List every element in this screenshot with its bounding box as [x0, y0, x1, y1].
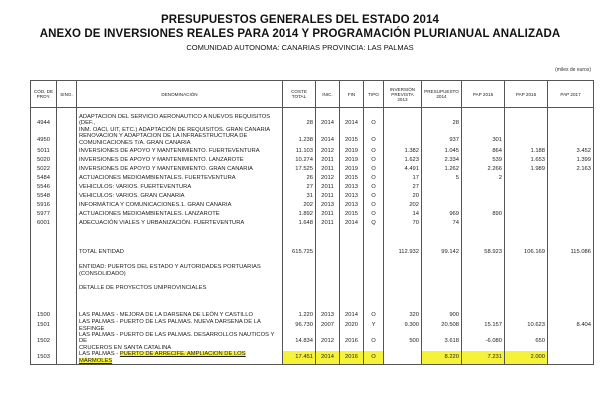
cell-sing	[57, 200, 77, 209]
cell-inic: 2011	[316, 209, 340, 218]
total-row	[31, 245, 594, 258]
cell-inic: 2012	[316, 173, 340, 182]
cell-pap16	[505, 209, 548, 218]
cell-pap17	[548, 114, 594, 133]
denominacion-line: ADECUACIÓN VIALES Y URBANIZACIÓN. FUERTEVENTURA	[79, 219, 245, 226]
cell-inv: 1.623	[384, 155, 422, 164]
region-label: COMUNIDAD AUTONOMA: CANARIAS PROVINCIA: LAS PALMAS	[186, 43, 414, 52]
denominacion-line: RENOVACIÓN Y ADAPTACIÓN DE LA INFRAESTRUCTURA DE	[79, 133, 248, 140]
col-inversion: INVERSIÓN PREVISTA 2013	[384, 81, 422, 108]
cell-pap17: 2.163	[548, 164, 594, 173]
entity-row	[31, 264, 594, 277]
cell-cod: 5916	[31, 200, 57, 209]
cell-denominacion	[77, 114, 283, 133]
cell-cod: 1502	[31, 332, 57, 351]
cell-coste: 11.103	[283, 146, 316, 155]
cell-denominacion	[77, 332, 283, 351]
cell-empty	[364, 245, 384, 258]
cell-inic: 2011	[316, 155, 340, 164]
denominacion-line: VEHICULOS: VARIOS. GRAN CANARIA	[79, 192, 185, 199]
cell-inv: 320	[384, 310, 422, 319]
denominacion-line: LAS PALMAS - PUERTO DE LAS PALMAS. DESARROLLOS NÁUTICOS Y DE	[79, 332, 275, 345]
cell-sing	[57, 351, 77, 364]
cell-cod: 5546	[31, 182, 57, 191]
cell-denominacion	[77, 146, 283, 155]
cell-inv: 20	[384, 191, 422, 200]
denominacion-line: INVERSIONES DE APOYO Y MANTENIMIENTO. GRAN CANARIA	[79, 165, 253, 172]
cell-inic: 2013	[316, 200, 340, 209]
cell-coste: 10.274	[283, 155, 316, 164]
cell-empty	[283, 283, 316, 292]
cell-pres	[422, 182, 462, 191]
cell-fin: 2019	[340, 155, 364, 164]
cell-pap16	[505, 200, 548, 209]
cell-sing	[57, 155, 77, 164]
header-row	[31, 81, 594, 108]
cell-tipo: O	[364, 173, 384, 182]
cell-empty	[57, 283, 77, 292]
cell-empty	[31, 283, 57, 292]
cell-pap17	[548, 200, 594, 209]
cell-fin: 2014	[340, 114, 364, 133]
cell-empty	[364, 283, 384, 292]
cell-tipo: O	[364, 146, 384, 155]
cell-coste: 1.220	[283, 310, 316, 319]
denominacion-line: INVERSIONES DE APOYO Y MANTENIMIENTO. FUERTEVENTURA	[79, 147, 260, 154]
cell-coste: 17.525	[283, 164, 316, 173]
denominacion-line: CRUCEROS EN SANTA CATALINA	[79, 344, 172, 351]
table-row	[31, 133, 594, 146]
col-sing: SING.	[57, 81, 77, 108]
cell-coste: 26	[283, 173, 316, 182]
cell-inv	[384, 114, 422, 133]
cell-sing	[57, 209, 77, 218]
cell-inic: 2011	[316, 164, 340, 173]
cell-tipo: O	[364, 310, 384, 319]
cell-pap16: 650	[505, 332, 548, 351]
cell-pap15	[462, 218, 505, 227]
highlighted-row	[31, 351, 594, 364]
cell-inv: 27	[384, 182, 422, 191]
cell-sing	[57, 114, 77, 133]
cell-pap15	[462, 182, 505, 191]
cell-pap17	[548, 332, 594, 351]
cell-denominacion	[77, 310, 283, 319]
denominacion-line: COMUNICACIONES T/A. GRAN CANARIA	[79, 139, 191, 146]
document-subtitle: ANEXO DE INVERSIONES REALES PARA 2014 Y PROGRAMACIÓN PLURIANUAL ANALIZADA	[39, 28, 561, 40]
cell-denominacion	[77, 182, 283, 191]
cell-denominacion	[77, 173, 283, 182]
cell-coste: 27	[283, 182, 316, 191]
cell-empty	[548, 264, 594, 277]
cell-fin: 2014	[340, 218, 364, 227]
denominacion-line: INM. OACI, UIT, ETC.) ADAPTACIÓN DE REQUISITOS. GRAN CANARIA	[79, 126, 271, 133]
table-row	[31, 218, 594, 227]
project-link[interactable]: PUERTO DE ARRECIFE. AMPLIACIÓN DE LOS MÁRMOLES	[79, 351, 246, 364]
cell-pap16	[505, 191, 548, 200]
cell-cod: 4950	[31, 133, 57, 146]
cell-pap15: -6.080	[462, 332, 505, 351]
cell-sing	[57, 218, 77, 227]
cell-inv: 14	[384, 209, 422, 218]
cell-cod: 5022	[31, 164, 57, 173]
cell-inic: 2014	[316, 351, 340, 364]
cell-pap15: 7.231	[462, 351, 505, 364]
cell-tipo: O	[364, 351, 384, 364]
cell-inic: 2011	[316, 218, 340, 227]
denominacion-line: LAS PALMAS - PUERTO DE LAS PALMAS. NUEVA DÁRSENA DE LA ESFINGE	[79, 319, 261, 332]
total-pap2015: 58.923	[462, 245, 505, 258]
cell-denominacion	[77, 191, 283, 200]
cell-inv: 1.382	[384, 146, 422, 155]
cell-pres	[422, 200, 462, 209]
cell-pap16	[505, 310, 548, 319]
cell-tipo: O	[364, 164, 384, 173]
cell-pap15	[462, 200, 505, 209]
cell-empty	[340, 245, 364, 258]
cell-denominacion	[77, 200, 283, 209]
cell-inv	[384, 133, 422, 146]
cell-fin: 2019	[340, 164, 364, 173]
col-cod: CÓD. DE PROY.	[31, 81, 57, 108]
cell-empty	[340, 283, 364, 292]
investment-table	[30, 80, 594, 365]
table-row	[31, 173, 594, 182]
cell-pap16	[505, 114, 548, 133]
cell-inic: 2014	[316, 133, 340, 146]
cell-sing	[57, 146, 77, 155]
cell-sing	[57, 173, 77, 182]
cell-pap17	[548, 191, 594, 200]
cell-pap17	[548, 133, 594, 146]
denominacion-line: ACTUACIONES MEDIOAMBIENTALES. LANZAROTE	[79, 210, 220, 217]
cell-empty	[422, 264, 462, 277]
cell-pap17: 1.399	[548, 155, 594, 164]
cell-coste: 31	[283, 191, 316, 200]
cell-empty	[31, 264, 57, 277]
cell-fin: 2014	[340, 310, 364, 319]
cell-cod: 5020	[31, 155, 57, 164]
cell-pap16	[505, 218, 548, 227]
total-presupuesto: 99.142	[422, 245, 462, 258]
cell-inic: 2013	[316, 310, 340, 319]
cell-pres: 900	[422, 310, 462, 319]
label-line: DETALLE DE PROYECTOS UNIPROVINCIALES	[79, 284, 207, 291]
cell-pres: 1.262	[422, 164, 462, 173]
cell-fin: 2015	[340, 209, 364, 218]
cell-coste: 14.834	[283, 332, 316, 351]
cell-cod: 1500	[31, 310, 57, 319]
cell-fin: 2013	[340, 191, 364, 200]
col-fin: FIN	[340, 81, 364, 108]
cell-empty	[422, 283, 462, 292]
cell-sing	[57, 191, 77, 200]
cell-tipo: Q	[364, 218, 384, 227]
col-pap2017: PAP 2017	[548, 81, 594, 108]
table-row	[31, 182, 594, 191]
label-cell	[77, 283, 283, 292]
cell-inic: 2012	[316, 146, 340, 155]
cell-coste: 1.238	[283, 133, 316, 146]
cell-pres: 20.508	[422, 319, 462, 332]
cell-pap16: 1.989	[505, 164, 548, 173]
cell-sing	[57, 182, 77, 191]
cell-empty	[340, 264, 364, 277]
cell-pap15: 539	[462, 155, 505, 164]
cell-cod: 5484	[31, 173, 57, 182]
cell-pap15: 301	[462, 133, 505, 146]
cell-fin: 2013	[340, 200, 364, 209]
cell-empty	[548, 283, 594, 292]
cell-tipo: O	[364, 182, 384, 191]
cell-empty	[31, 245, 57, 258]
col-inic: INIC.	[316, 81, 340, 108]
cell-tipo: O	[364, 114, 384, 133]
denominacion-line: INFORMÁTICA Y COMUNICACIONES.1. GRAN CANARIA	[79, 201, 232, 208]
col-tipo: TIPO	[364, 81, 384, 108]
document-title: PRESUPUESTOS GENERALES DEL ESTADO 2014	[161, 14, 439, 26]
denominacion-line: LAS PALMAS - MEJORA DE LA DARSENA DE LEÓN Y CASTILLO	[79, 311, 253, 318]
cell-inv: 17	[384, 173, 422, 182]
cell-coste: 17.451	[283, 351, 316, 364]
col-pap2016: PAP 2016	[505, 81, 548, 108]
denominacion-line: ACTUACIONES MEDIOAMBIENTALES. FUERTEVENTURA	[79, 174, 236, 181]
cell-tipo: O	[364, 200, 384, 209]
cell-denominacion	[77, 164, 283, 173]
cell-cod: 6001	[31, 218, 57, 227]
cell-pres: 3.618	[422, 332, 462, 351]
cell-fin: 2019	[340, 146, 364, 155]
cell-empty	[462, 283, 505, 292]
denominacion-line: ADAPTACIÓN DEL SERVICIO AERONÁUTICO A NUEVOS REQUISITOS (DEF.,	[79, 114, 271, 127]
cell-empty	[316, 283, 340, 292]
cell-cod: 1501	[31, 319, 57, 332]
cell-fin: 2015	[340, 133, 364, 146]
cell-pap17	[548, 218, 594, 227]
cell-pap15	[462, 191, 505, 200]
col-pap2015: PAP 2015	[462, 81, 505, 108]
cell-pap17	[548, 310, 594, 319]
total-label: TOTAL ENTIDAD	[77, 245, 283, 258]
cell-denominacion	[77, 209, 283, 218]
cell-pres: 1.045	[422, 146, 462, 155]
table-row	[31, 319, 594, 332]
cell-coste: 1.648	[283, 218, 316, 227]
label-line: ENTIDAD: PUERTOS DEL ESTADO Y AUTORIDADES PORTUARIAS	[79, 264, 261, 271]
cell-inic: 2012	[316, 332, 340, 351]
cell-tipo: Y	[364, 319, 384, 332]
cell-cod: 5011	[31, 146, 57, 155]
label-line: (CONSOLIDADO)	[79, 270, 126, 277]
cell-denominacion	[77, 133, 283, 146]
cell-tipo: O	[364, 133, 384, 146]
cell-pap15	[462, 310, 505, 319]
cell-pres: 937	[422, 133, 462, 146]
table-row	[31, 155, 594, 164]
cell-inic: 2011	[316, 191, 340, 200]
cell-empty	[316, 245, 340, 258]
cell-inv	[384, 351, 422, 364]
cell-empty	[57, 264, 77, 277]
table-row	[31, 114, 594, 133]
table-row	[31, 200, 594, 209]
cell-tipo: O	[364, 191, 384, 200]
cell-tipo: O	[364, 209, 384, 218]
cell-pap16: 10.623	[505, 319, 548, 332]
cell-pap17: 8.404	[548, 319, 594, 332]
cell-pap16: 1.653	[505, 155, 548, 164]
table-body	[31, 108, 594, 365]
cell-pap16	[505, 173, 548, 182]
cell-empty	[462, 264, 505, 277]
total-pap2016: 106.169	[505, 245, 548, 258]
cell-inv: 9.300	[384, 319, 422, 332]
cell-sing	[57, 332, 77, 351]
cell-pres	[422, 191, 462, 200]
cell-pres: 969	[422, 209, 462, 218]
cell-inv: 500	[384, 332, 422, 351]
section-row	[31, 283, 594, 292]
cell-empty	[316, 264, 340, 277]
table-row	[31, 209, 594, 218]
cell-pap17	[548, 351, 594, 364]
total-inversion: 112.932	[384, 245, 422, 258]
cell-pap17	[548, 173, 594, 182]
col-denominacion: DENOMINACIÓN	[77, 81, 283, 108]
table-row	[31, 191, 594, 200]
units-label: (miles de euros)	[555, 67, 591, 73]
cell-inv: 4.491	[384, 164, 422, 173]
cell-inic: 2011	[316, 182, 340, 191]
cell-pap15: 2.266	[462, 164, 505, 173]
cell-fin: 2013	[340, 182, 364, 191]
cell-coste: 202	[283, 200, 316, 209]
cell-cod: 5977	[31, 209, 57, 218]
cell-pap16	[505, 182, 548, 191]
cell-empty	[57, 245, 77, 258]
col-coste: COSTE TOTAL	[283, 81, 316, 108]
cell-pap16: 1.188	[505, 146, 548, 155]
cell-pap15: 2	[462, 173, 505, 182]
label-cell	[77, 264, 283, 277]
cell-pap16	[505, 133, 548, 146]
cell-pap15: 890	[462, 209, 505, 218]
cell-pap17	[548, 209, 594, 218]
cell-pres: 74	[422, 218, 462, 227]
cell-fin: 2015	[340, 173, 364, 182]
cell-pres: 28	[422, 114, 462, 133]
cell-tipo: O	[364, 155, 384, 164]
cell-inic: 2014	[316, 114, 340, 133]
cell-tipo: O	[364, 332, 384, 351]
cell-empty	[505, 264, 548, 277]
cell-pres: 8.220	[422, 351, 462, 364]
table-row	[31, 164, 594, 173]
cell-empty	[364, 264, 384, 277]
cell-empty	[505, 283, 548, 292]
cell-cod: 1503	[31, 351, 57, 364]
cell-pres: 2.334	[422, 155, 462, 164]
col-presupuesto: PRESUPUESTO 2014	[422, 81, 462, 108]
total-coste: 615.725	[283, 245, 316, 258]
denominacion-line: INVERSIONES DE APOYO Y MANTENIMIENTO. LANZAROTE	[79, 156, 244, 163]
cell-fin: 2016	[340, 351, 364, 364]
cell-fin: 2016	[340, 332, 364, 351]
cell-denominacion	[77, 351, 283, 364]
cell-empty	[384, 283, 422, 292]
cell-pap17: 3.452	[548, 146, 594, 155]
cell-empty	[384, 264, 422, 277]
table-row	[31, 332, 594, 351]
cell-inic: 2007	[316, 319, 340, 332]
cell-coste: 1.892	[283, 209, 316, 218]
cell-denominacion	[77, 155, 283, 164]
denominacion-line: VEHICULOS: VARIOS. FUERTEVENTURA	[79, 183, 192, 190]
cell-cod: 5548	[31, 191, 57, 200]
cell-pap17	[548, 182, 594, 191]
table-row	[31, 146, 594, 155]
cell-pres: 5	[422, 173, 462, 182]
cell-fin: 2020	[340, 319, 364, 332]
cell-cod: 4944	[31, 114, 57, 133]
cell-pap15: 864	[462, 146, 505, 155]
cell-sing	[57, 164, 77, 173]
cell-denominacion	[77, 218, 283, 227]
cell-inv: 70	[384, 218, 422, 227]
cell-denominacion	[77, 319, 283, 332]
denominacion-prefix: LAS PALMAS -	[79, 351, 120, 358]
cell-coste: 28	[283, 114, 316, 133]
cell-pap15: 15.157	[462, 319, 505, 332]
table-row	[31, 310, 594, 319]
cell-empty	[283, 264, 316, 277]
cell-inv: 202	[384, 200, 422, 209]
cell-sing	[57, 319, 77, 332]
cell-pap15	[462, 114, 505, 133]
cell-coste: 96.730	[283, 319, 316, 332]
cell-pap16: 2.000	[505, 351, 548, 364]
cell-sing	[57, 310, 77, 319]
total-pap2017: 115.086	[548, 245, 594, 258]
cell-sing	[57, 133, 77, 146]
